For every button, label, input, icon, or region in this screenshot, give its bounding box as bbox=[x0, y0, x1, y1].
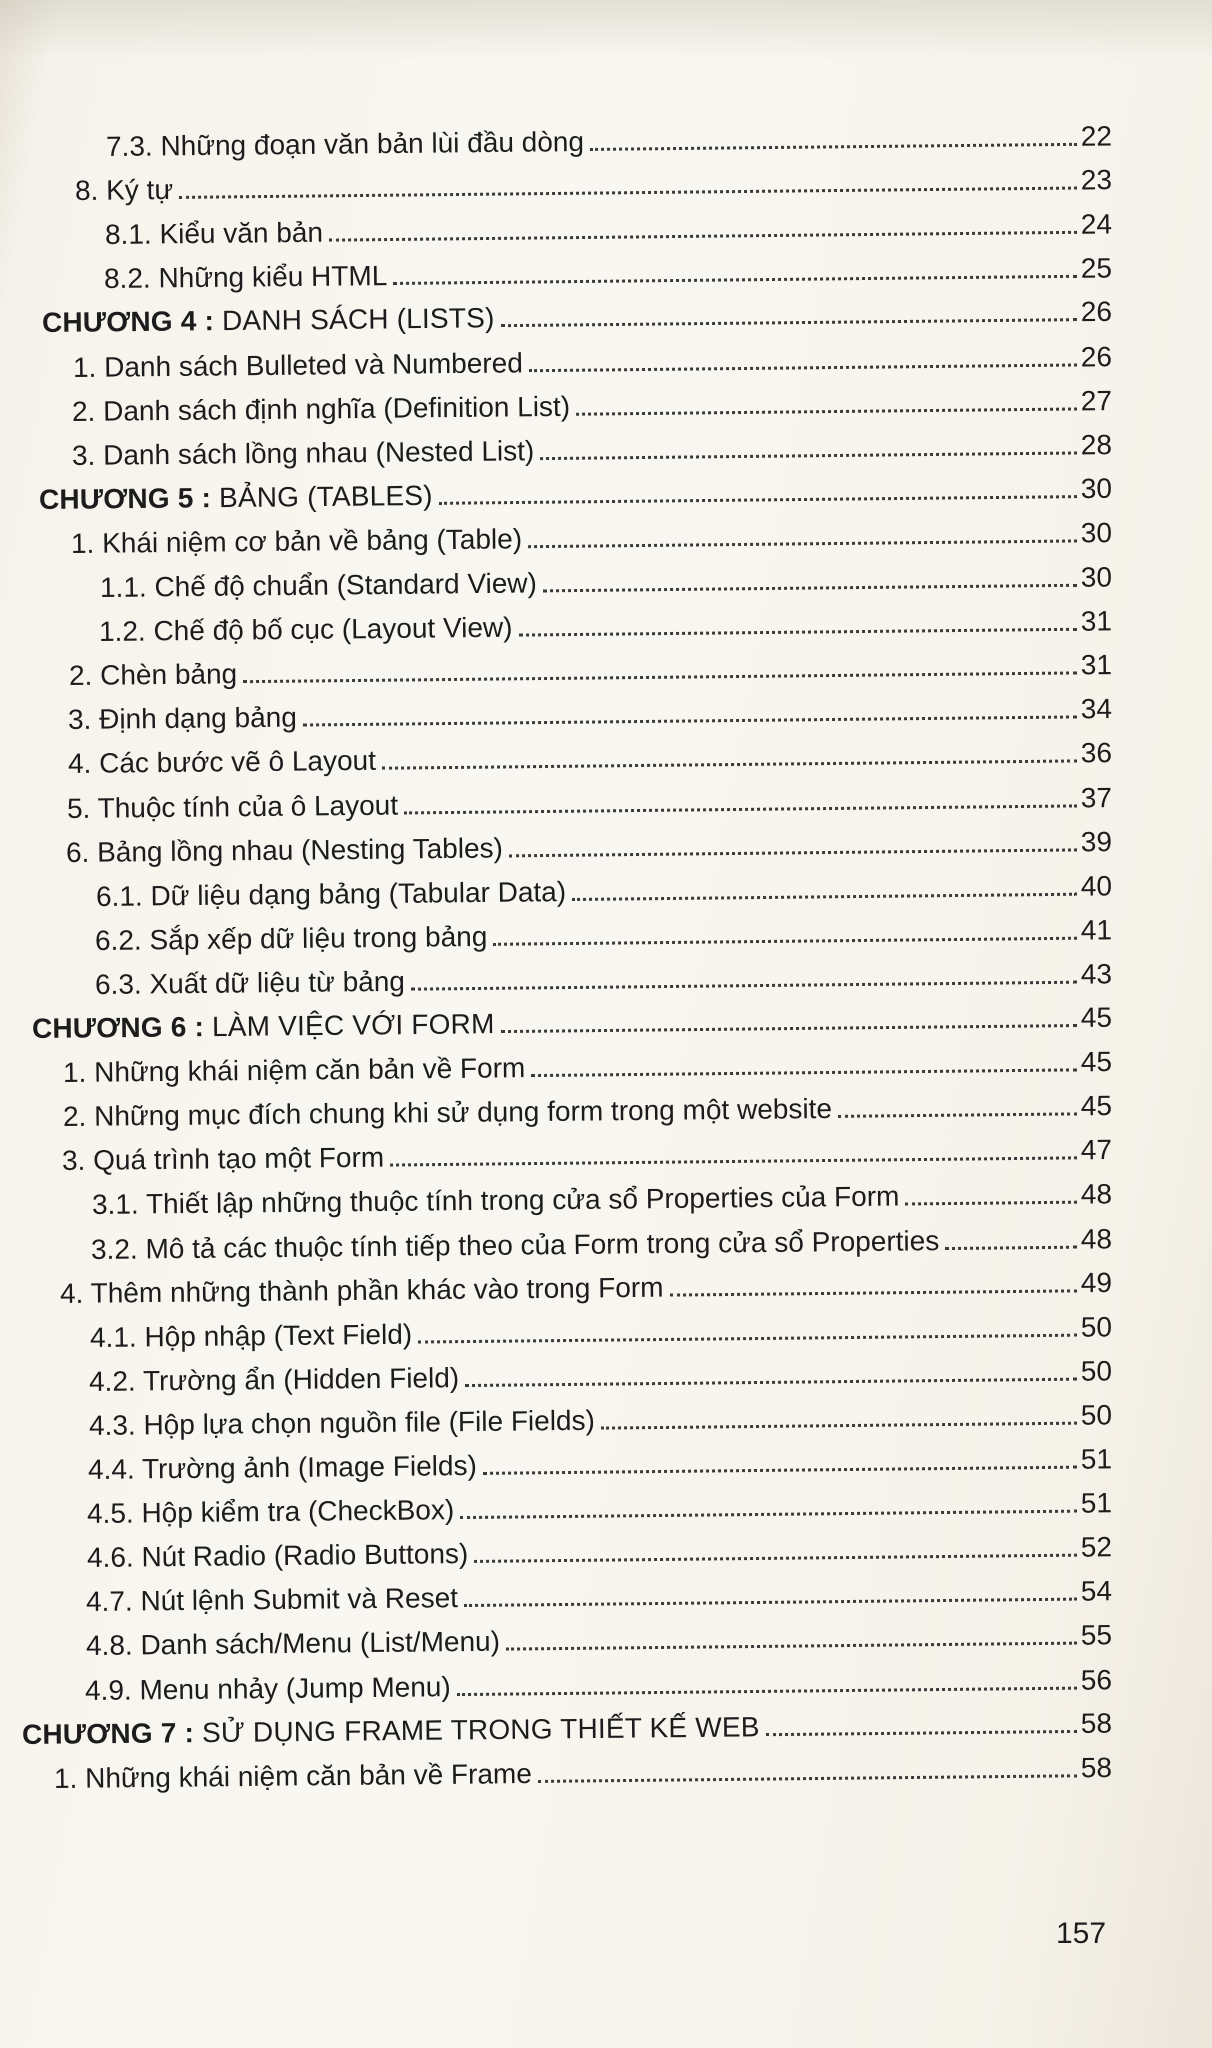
toc-entry-label bbox=[99, 610, 513, 650]
entry-number: 1. bbox=[62, 1056, 87, 1089]
toc-entry-label bbox=[100, 565, 537, 606]
entry-number: 4.8. bbox=[85, 1629, 133, 1662]
toc-entry bbox=[68, 735, 1112, 782]
entry-page-number: 28 bbox=[1080, 428, 1113, 461]
entry-title: Những khái niệm căn bản về Form bbox=[93, 1052, 526, 1088]
entry-title: Hộp kiểm tra (CheckBox) bbox=[141, 1494, 455, 1529]
entry-page-number: 48 bbox=[1080, 1178, 1113, 1211]
entry-number: 4. bbox=[59, 1277, 84, 1309]
entry-title: Kiểu văn bản bbox=[159, 216, 324, 250]
dot-leader bbox=[905, 1201, 1076, 1206]
toc-entry bbox=[99, 603, 1112, 650]
entry-page-number: 39 bbox=[1080, 825, 1113, 857]
toc-entry-label bbox=[96, 874, 566, 915]
toc-entry-label bbox=[60, 1269, 664, 1311]
toc-entry-label bbox=[69, 656, 238, 694]
dot-leader bbox=[506, 1642, 1077, 1651]
entry-title: Trường ảnh (Image Fields) bbox=[141, 1449, 477, 1485]
entry-page-number: 43 bbox=[1080, 958, 1113, 990]
entry-number: 2. bbox=[68, 659, 93, 692]
entry-page-number: 24 bbox=[1080, 208, 1113, 240]
dot-leader bbox=[464, 1598, 1077, 1607]
entry-title: Chèn bảng bbox=[99, 658, 238, 691]
entry-number: 4.4. bbox=[87, 1453, 135, 1485]
toc-entry-label bbox=[63, 1091, 832, 1135]
toc-entry bbox=[86, 1574, 1112, 1621]
toc-entry-label bbox=[87, 1536, 469, 1576]
dot-leader bbox=[945, 1245, 1077, 1249]
entry-title: Sắp xếp dữ liệu trong bảng bbox=[149, 920, 488, 956]
entry-number: 8.2. bbox=[103, 262, 151, 295]
toc-entry-label bbox=[85, 1669, 451, 1709]
toc-entry bbox=[86, 1618, 1112, 1665]
entry-number: 4.7. bbox=[85, 1585, 133, 1618]
dot-leader bbox=[528, 539, 1077, 548]
dot-leader bbox=[418, 1333, 1077, 1343]
entry-page-number: 26 bbox=[1080, 296, 1113, 328]
entry-title: Các bước vẽ ô Layout bbox=[98, 745, 377, 780]
entry-page-number: 50 bbox=[1080, 1310, 1113, 1343]
toc-entry-label bbox=[32, 1006, 495, 1047]
toc-entry-label bbox=[86, 1624, 500, 1664]
page-number: 157 bbox=[1056, 1917, 1107, 1950]
toc-entry bbox=[100, 559, 1112, 606]
toc-entry bbox=[89, 1397, 1112, 1444]
toc-entry-label bbox=[63, 1050, 526, 1091]
entry-title: Danh sách Bulleted và Numbered bbox=[103, 346, 523, 383]
entry-title: Trường ẩn (Hidden Field) bbox=[142, 1361, 460, 1397]
toc-entry-label bbox=[73, 345, 523, 386]
dot-leader bbox=[766, 1730, 1077, 1736]
dot-leader bbox=[411, 981, 1077, 991]
entry-page-number: 40 bbox=[1080, 870, 1113, 902]
entry-title: Xuất dữ liệu từ bảng bbox=[149, 965, 406, 1000]
entry-page-number: 45 bbox=[1080, 1046, 1113, 1078]
dot-leader bbox=[543, 584, 1077, 593]
toc-entry-label bbox=[91, 1223, 940, 1268]
dot-leader bbox=[590, 143, 1077, 151]
dot-leader bbox=[474, 1554, 1077, 1563]
entry-page-number: 51 bbox=[1080, 1443, 1113, 1475]
toc-entry-label bbox=[90, 1316, 413, 1355]
toc-entry-label bbox=[95, 919, 488, 959]
toc-entry bbox=[63, 1044, 1112, 1091]
entry-page-number: 50 bbox=[1080, 1399, 1113, 1431]
dot-leader bbox=[329, 231, 1077, 242]
entry-number: 2. bbox=[71, 395, 96, 427]
entry-number: 1. bbox=[53, 1762, 78, 1794]
entry-number: 1.1. bbox=[99, 571, 147, 603]
toc-entry-label bbox=[66, 830, 503, 871]
toc-entry-label bbox=[106, 124, 584, 165]
entry-page-number: 30 bbox=[1080, 472, 1113, 504]
entry-title: Những khái niệm căn bản về Frame bbox=[84, 1757, 533, 1794]
toc-entry-label bbox=[22, 1709, 760, 1753]
entry-page-number: 48 bbox=[1080, 1222, 1113, 1255]
entry-page-number: 34 bbox=[1080, 693, 1113, 725]
dot-leader bbox=[439, 495, 1077, 505]
entry-page-number: 45 bbox=[1080, 1001, 1113, 1034]
toc-entry bbox=[75, 162, 1112, 209]
dot-leader bbox=[303, 716, 1077, 727]
dot-leader bbox=[382, 760, 1077, 770]
toc-entry bbox=[88, 1441, 1112, 1488]
entry-page-number: 23 bbox=[1080, 164, 1113, 196]
entry-title: Những đoạn văn bản lùi đầu dòng bbox=[160, 125, 585, 162]
toc-entry bbox=[106, 118, 1112, 165]
toc-entry bbox=[72, 427, 1112, 474]
dot-leader bbox=[465, 1377, 1077, 1386]
toc-entry bbox=[89, 1353, 1112, 1400]
entry-title: BẢNG (TABLES) bbox=[218, 479, 433, 513]
entry-number: 4.9. bbox=[84, 1674, 132, 1706]
dot-leader bbox=[460, 1510, 1077, 1519]
entry-title: Chế độ chuẩn (Standard View) bbox=[154, 567, 538, 603]
entry-title: Nút lệnh Submit và Reset bbox=[140, 1582, 459, 1617]
chapter-heading: CHƯƠNG 7 : bbox=[21, 1716, 195, 1750]
toc-entry bbox=[96, 868, 1112, 915]
entry-page-number: 55 bbox=[1080, 1619, 1113, 1651]
toc-entry-label bbox=[54, 1756, 532, 1797]
toc-entry bbox=[66, 824, 1112, 871]
toc-entry bbox=[69, 647, 1112, 694]
entry-number: 3. bbox=[61, 1145, 86, 1177]
entry-page-number: 41 bbox=[1080, 914, 1113, 946]
entry-title: Danh sách lồng nhau (Nested List) bbox=[102, 434, 535, 471]
entry-title: Thêm những thành phần khác vào trong Form bbox=[90, 1271, 664, 1309]
entry-page-number: 26 bbox=[1080, 340, 1113, 372]
entry-title: Khái niệm cơ bản về bảng (Table) bbox=[101, 523, 523, 559]
dot-leader bbox=[404, 804, 1077, 814]
toc-entry bbox=[92, 1177, 1112, 1224]
toc-entry-label bbox=[86, 1580, 458, 1620]
entry-title: Chế độ bố cục (Layout View) bbox=[153, 611, 513, 647]
toc-entry bbox=[95, 956, 1112, 1003]
toc-entry bbox=[72, 383, 1112, 430]
toc-entry-label bbox=[42, 301, 495, 342]
toc-entry-label bbox=[39, 478, 433, 518]
entry-number: 8. bbox=[74, 174, 99, 207]
toc-entry-label bbox=[89, 1403, 595, 1444]
toc-entry-label bbox=[72, 388, 570, 429]
dot-leader bbox=[670, 1289, 1077, 1296]
toc-entry-label bbox=[68, 700, 297, 738]
entry-title: Nút Radio (Radio Buttons) bbox=[141, 1538, 469, 1573]
entry-number: 4.6. bbox=[86, 1541, 134, 1574]
entry-page-number: 49 bbox=[1080, 1266, 1113, 1298]
toc-entry-label bbox=[92, 1179, 900, 1223]
toc-entry bbox=[63, 1088, 1112, 1135]
dot-leader bbox=[393, 275, 1077, 285]
entry-number: 4.1. bbox=[89, 1321, 137, 1353]
entry-page-number: 25 bbox=[1080, 252, 1113, 285]
entry-number: 6.3. bbox=[94, 968, 142, 1000]
dot-leader bbox=[390, 1157, 1077, 1167]
entry-page-number: 52 bbox=[1080, 1531, 1113, 1563]
toc-entry-label bbox=[75, 172, 173, 209]
toc-entry bbox=[71, 515, 1112, 562]
entry-title: Hộp lựa chọn nguồn file (File Fields) bbox=[143, 1404, 596, 1441]
toc-entry-label bbox=[89, 1360, 460, 1400]
entry-number: 8.1. bbox=[104, 218, 152, 251]
entry-title: LÀM VIỆC VỚI FORM bbox=[211, 1008, 495, 1043]
entry-page-number: 50 bbox=[1080, 1355, 1113, 1387]
toc-chapter-entry bbox=[39, 471, 1112, 518]
toc-entry bbox=[91, 1221, 1112, 1268]
entry-number: 6. bbox=[65, 836, 90, 868]
entry-page-number: 31 bbox=[1080, 605, 1113, 637]
toc-entry-label bbox=[71, 521, 522, 562]
entry-page-number: 36 bbox=[1080, 737, 1113, 769]
toc-entry-label bbox=[62, 1140, 384, 1179]
entry-number: 3.1. bbox=[91, 1188, 139, 1221]
entry-title: Thuộc tính của ô Layout bbox=[97, 789, 399, 824]
toc-entry-label bbox=[87, 1492, 455, 1532]
toc-entry-label bbox=[95, 964, 405, 1003]
entry-title: Bảng lồng nhau (Nesting Tables) bbox=[96, 832, 504, 868]
dot-leader bbox=[457, 1686, 1077, 1695]
chapter-heading: CHƯƠNG 4 : bbox=[41, 305, 215, 339]
toc-entry bbox=[60, 1265, 1112, 1312]
toc-entry bbox=[87, 1529, 1112, 1576]
toc-entry bbox=[105, 207, 1112, 254]
entry-title: Quá trình tạo một Form bbox=[92, 1141, 385, 1176]
dot-leader bbox=[572, 892, 1077, 900]
entry-page-number: 51 bbox=[1080, 1487, 1113, 1519]
entry-title: Thiết lập những thuộc tính trong cửa sổ Properties của Form bbox=[145, 1180, 900, 1220]
toc-entry bbox=[104, 251, 1112, 298]
toc-entry-label bbox=[68, 743, 376, 782]
dot-leader bbox=[540, 451, 1077, 460]
toc-entry bbox=[85, 1662, 1112, 1709]
entry-title: Định dạng bảng bbox=[98, 701, 298, 735]
dot-leader bbox=[509, 848, 1077, 857]
entry-title: DANH SÁCH (LISTS) bbox=[221, 302, 495, 337]
dot-leader bbox=[529, 363, 1077, 372]
dot-leader bbox=[601, 1422, 1077, 1430]
dot-leader bbox=[501, 319, 1077, 328]
dot-leader bbox=[179, 187, 1077, 199]
entry-title: Dữ liệu dạng bảng (Tabular Data) bbox=[150, 875, 567, 912]
toc-entry bbox=[90, 1309, 1112, 1356]
entry-page-number: 56 bbox=[1080, 1663, 1113, 1696]
dot-leader bbox=[243, 672, 1077, 684]
entry-number: 1.2. bbox=[98, 615, 146, 648]
entry-number: 4.3. bbox=[88, 1409, 136, 1441]
entry-page-number: 54 bbox=[1080, 1575, 1113, 1607]
entry-title: Danh sách định nghĩa (Definition List) bbox=[102, 390, 571, 427]
entry-title: Những mục đích chung khi sử dụng form trong một website bbox=[93, 1093, 833, 1132]
toc-entry bbox=[67, 780, 1112, 827]
toc-entry-label bbox=[72, 433, 535, 474]
toc-entry bbox=[68, 691, 1112, 738]
entry-title: Những kiểu HTML bbox=[158, 260, 388, 294]
dot-leader bbox=[493, 937, 1076, 946]
entry-page-number: 47 bbox=[1080, 1134, 1113, 1166]
dot-leader bbox=[483, 1466, 1077, 1475]
entry-number: 6.1. bbox=[95, 880, 143, 912]
entry-page-number: 30 bbox=[1080, 516, 1113, 549]
entry-page-number: 58 bbox=[1080, 1751, 1113, 1783]
dot-leader bbox=[538, 1774, 1077, 1783]
chapter-heading: CHƯƠNG 6 : bbox=[31, 1011, 205, 1044]
dot-leader bbox=[501, 1024, 1077, 1033]
toc-entry bbox=[73, 339, 1112, 386]
toc-chapter-entry bbox=[22, 1705, 1112, 1752]
entry-number: 1. bbox=[72, 351, 97, 383]
entry-number: 4.5. bbox=[86, 1497, 134, 1530]
dot-leader bbox=[576, 407, 1077, 415]
toc-chapter-entry bbox=[42, 294, 1112, 341]
entry-page-number: 58 bbox=[1080, 1707, 1113, 1739]
entry-number: 7.3. bbox=[105, 130, 153, 162]
entry-number: 1. bbox=[70, 527, 95, 559]
toc-entry-label bbox=[88, 1448, 477, 1488]
entry-number: 2. bbox=[62, 1100, 87, 1133]
toc-entry bbox=[95, 912, 1112, 959]
entry-number: 4.2. bbox=[88, 1365, 136, 1397]
entry-page-number: 22 bbox=[1080, 120, 1113, 152]
dot-leader bbox=[519, 628, 1077, 637]
dot-leader bbox=[531, 1068, 1077, 1077]
toc-entry-label bbox=[105, 215, 323, 253]
entry-page-number: 37 bbox=[1080, 781, 1113, 813]
entry-title: Menu nhảy (Jump Menu) bbox=[139, 1670, 451, 1705]
entry-title: Danh sách/Menu (List/Menu) bbox=[140, 1626, 501, 1661]
chapter-heading: CHƯƠNG 5 : bbox=[38, 481, 212, 515]
toc-entry bbox=[87, 1485, 1112, 1532]
entry-number: 3. bbox=[71, 439, 96, 471]
entry-number: 6.2. bbox=[94, 924, 142, 956]
entry-title: Mô tả các thuộc tính tiếp theo của Form trong cửa sổ Properties bbox=[145, 1224, 940, 1264]
entry-title: SỬ DỤNG FRAME TRONG THIẾT KẾ WEB bbox=[201, 1710, 760, 1748]
dot-leader bbox=[838, 1113, 1077, 1119]
entry-page-number: 30 bbox=[1080, 561, 1113, 593]
entry-page-number: 27 bbox=[1080, 384, 1113, 417]
entry-page-number: 31 bbox=[1080, 649, 1113, 681]
entry-title: Ký tự bbox=[105, 174, 174, 206]
entry-page-number: 45 bbox=[1080, 1090, 1113, 1122]
toc-entry bbox=[62, 1132, 1112, 1179]
entry-title: Hộp nhập (Text Field) bbox=[144, 1318, 413, 1353]
toc-entry-label bbox=[67, 787, 398, 826]
entry-number: 4. bbox=[67, 748, 92, 780]
toc-entry-label bbox=[104, 258, 388, 297]
toc-chapter-entry bbox=[32, 1000, 1112, 1047]
entry-number: 3. bbox=[67, 704, 92, 736]
entry-number: 5. bbox=[66, 792, 91, 824]
toc-entry bbox=[54, 1750, 1112, 1797]
entry-number: 3.2. bbox=[90, 1233, 138, 1265]
